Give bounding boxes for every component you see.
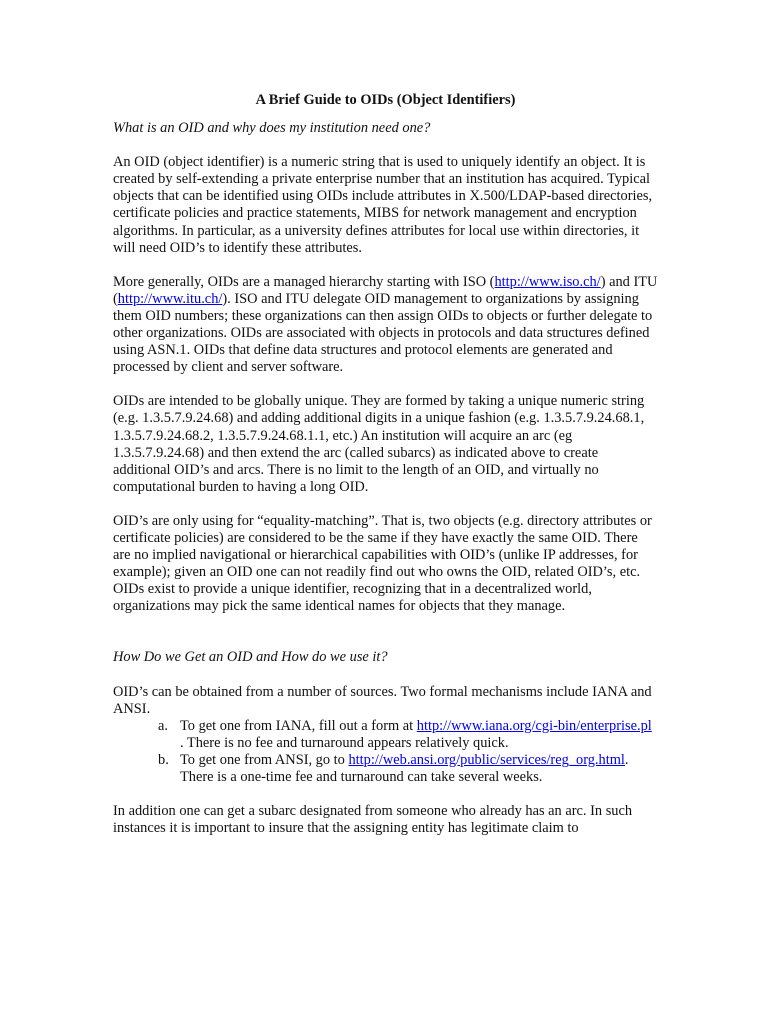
document-title: A Brief Guide to OIDs (Object Identifiers): [255, 92, 516, 108]
list-item-text: To get one from IANA, fill out a form at: [180, 717, 417, 734]
section-heading-what-is-oid: What is an OID and why does my institution need one?: [113, 120, 431, 137]
list-marker: b.: [158, 751, 169, 768]
ansi-link[interactable]: http://web.ansi.org/public/services/reg_org.html: [348, 751, 625, 768]
iana-link[interactable]: http://www.iana.org/cgi-bin/enterprise.pl: [416, 717, 652, 734]
paragraph-equality-matching: OID’s are only using for “equality-matching”. That is, two objects (e.g. directory attributes or certificate policies) are considered to be the same if they have exactly the same OID. There are no implied navigational or hierarchical capabilities with OID’s (unlike IP addresses, for example); given an OID one can not readily find out who owns the OID, related OID’s, etc. OIDs exist to provide a unique identifier, recognizing that in a decentralized world, organizations may pick the same identical names for objects that they manage.: [113, 512, 652, 615]
list-item-ansi: [113, 752, 658, 786]
paragraph-oid-definition: An OID (object identifier) is a numeric string that is used to uniquely identify an object. It is created by self-extending a private enterprise number that an institution has acquired. Typical objects that can be identified using OIDs include attributes in X.500/LDAP-based directories, certificate policies and practice statements, MIBS for network management and encryption algorithms. In particular, as a university defines attributes for local use within directories, it will need OID’s to identify these attributes.: [113, 154, 653, 256]
paragraph-text: ). ISO and ITU delegate OID management to organizations by assigning them OID numbers; these organizations can then assign OIDs to objects or further delegate to other organizations. OIDs are associated with objects in protocols and data structures defined using ASN.1. OIDs that define data structures and protocol elements are generated and processed by client and server software.: [113, 290, 653, 376]
section-heading-get-oid: How Do we Get an OID and How do we use it?: [113, 649, 388, 666]
paragraph-subarc: In addition one can get a subarc designated from someone who already has an arc. In such instances it is important to insure that the assigning entity has legitimate claim to: [113, 803, 633, 837]
list-item-iana: [113, 718, 658, 752]
paragraph-oid-uniqueness: OIDs are intended to be globally unique. They are formed by taking a unique numeric string (e.g. 1.3.5.7.9.24.68) and adding additional digits in a unique fashion (e.g. 1.3.5.7.9.24.68.1, 1.3.5.7.9.24.68.2, 1.3.5.7.9.24.68.1.1, etc.) An institution will acquire an arc (eg 1.3.5.7.9.24.68) and then extend the arc (called subarcs) as indicated above to create additional OID’s and arcs. There is no limit to the length of an OID, and virtually no computational burden to having a long OID.: [113, 393, 645, 495]
paragraph-text: More generally, OIDs are a managed hierarchy starting with ISO (: [113, 273, 495, 290]
document-page: [113, 92, 658, 854]
paragraph-oid-sources: OID’s can be obtained from a number of sources. Two formal mechanisms include IANA and ANSI.: [113, 683, 652, 717]
list-item-text: . There is a one-time fee and turnaround can take several weeks.: [180, 751, 629, 785]
itu-link[interactable]: http://www.itu.ch/: [117, 290, 223, 307]
paragraph-oid-hierarchy: [113, 274, 658, 377]
sources-list: [113, 718, 658, 786]
paragraph-text: ) and ITU (: [113, 273, 658, 307]
list-item-text: To get one from ANSI, go to: [180, 751, 349, 768]
list-marker: a.: [158, 717, 168, 734]
iso-link[interactable]: http://www.iso.ch/: [494, 273, 601, 290]
list-item-text: . There is no fee and turnaround appears relatively quick.: [180, 734, 509, 751]
